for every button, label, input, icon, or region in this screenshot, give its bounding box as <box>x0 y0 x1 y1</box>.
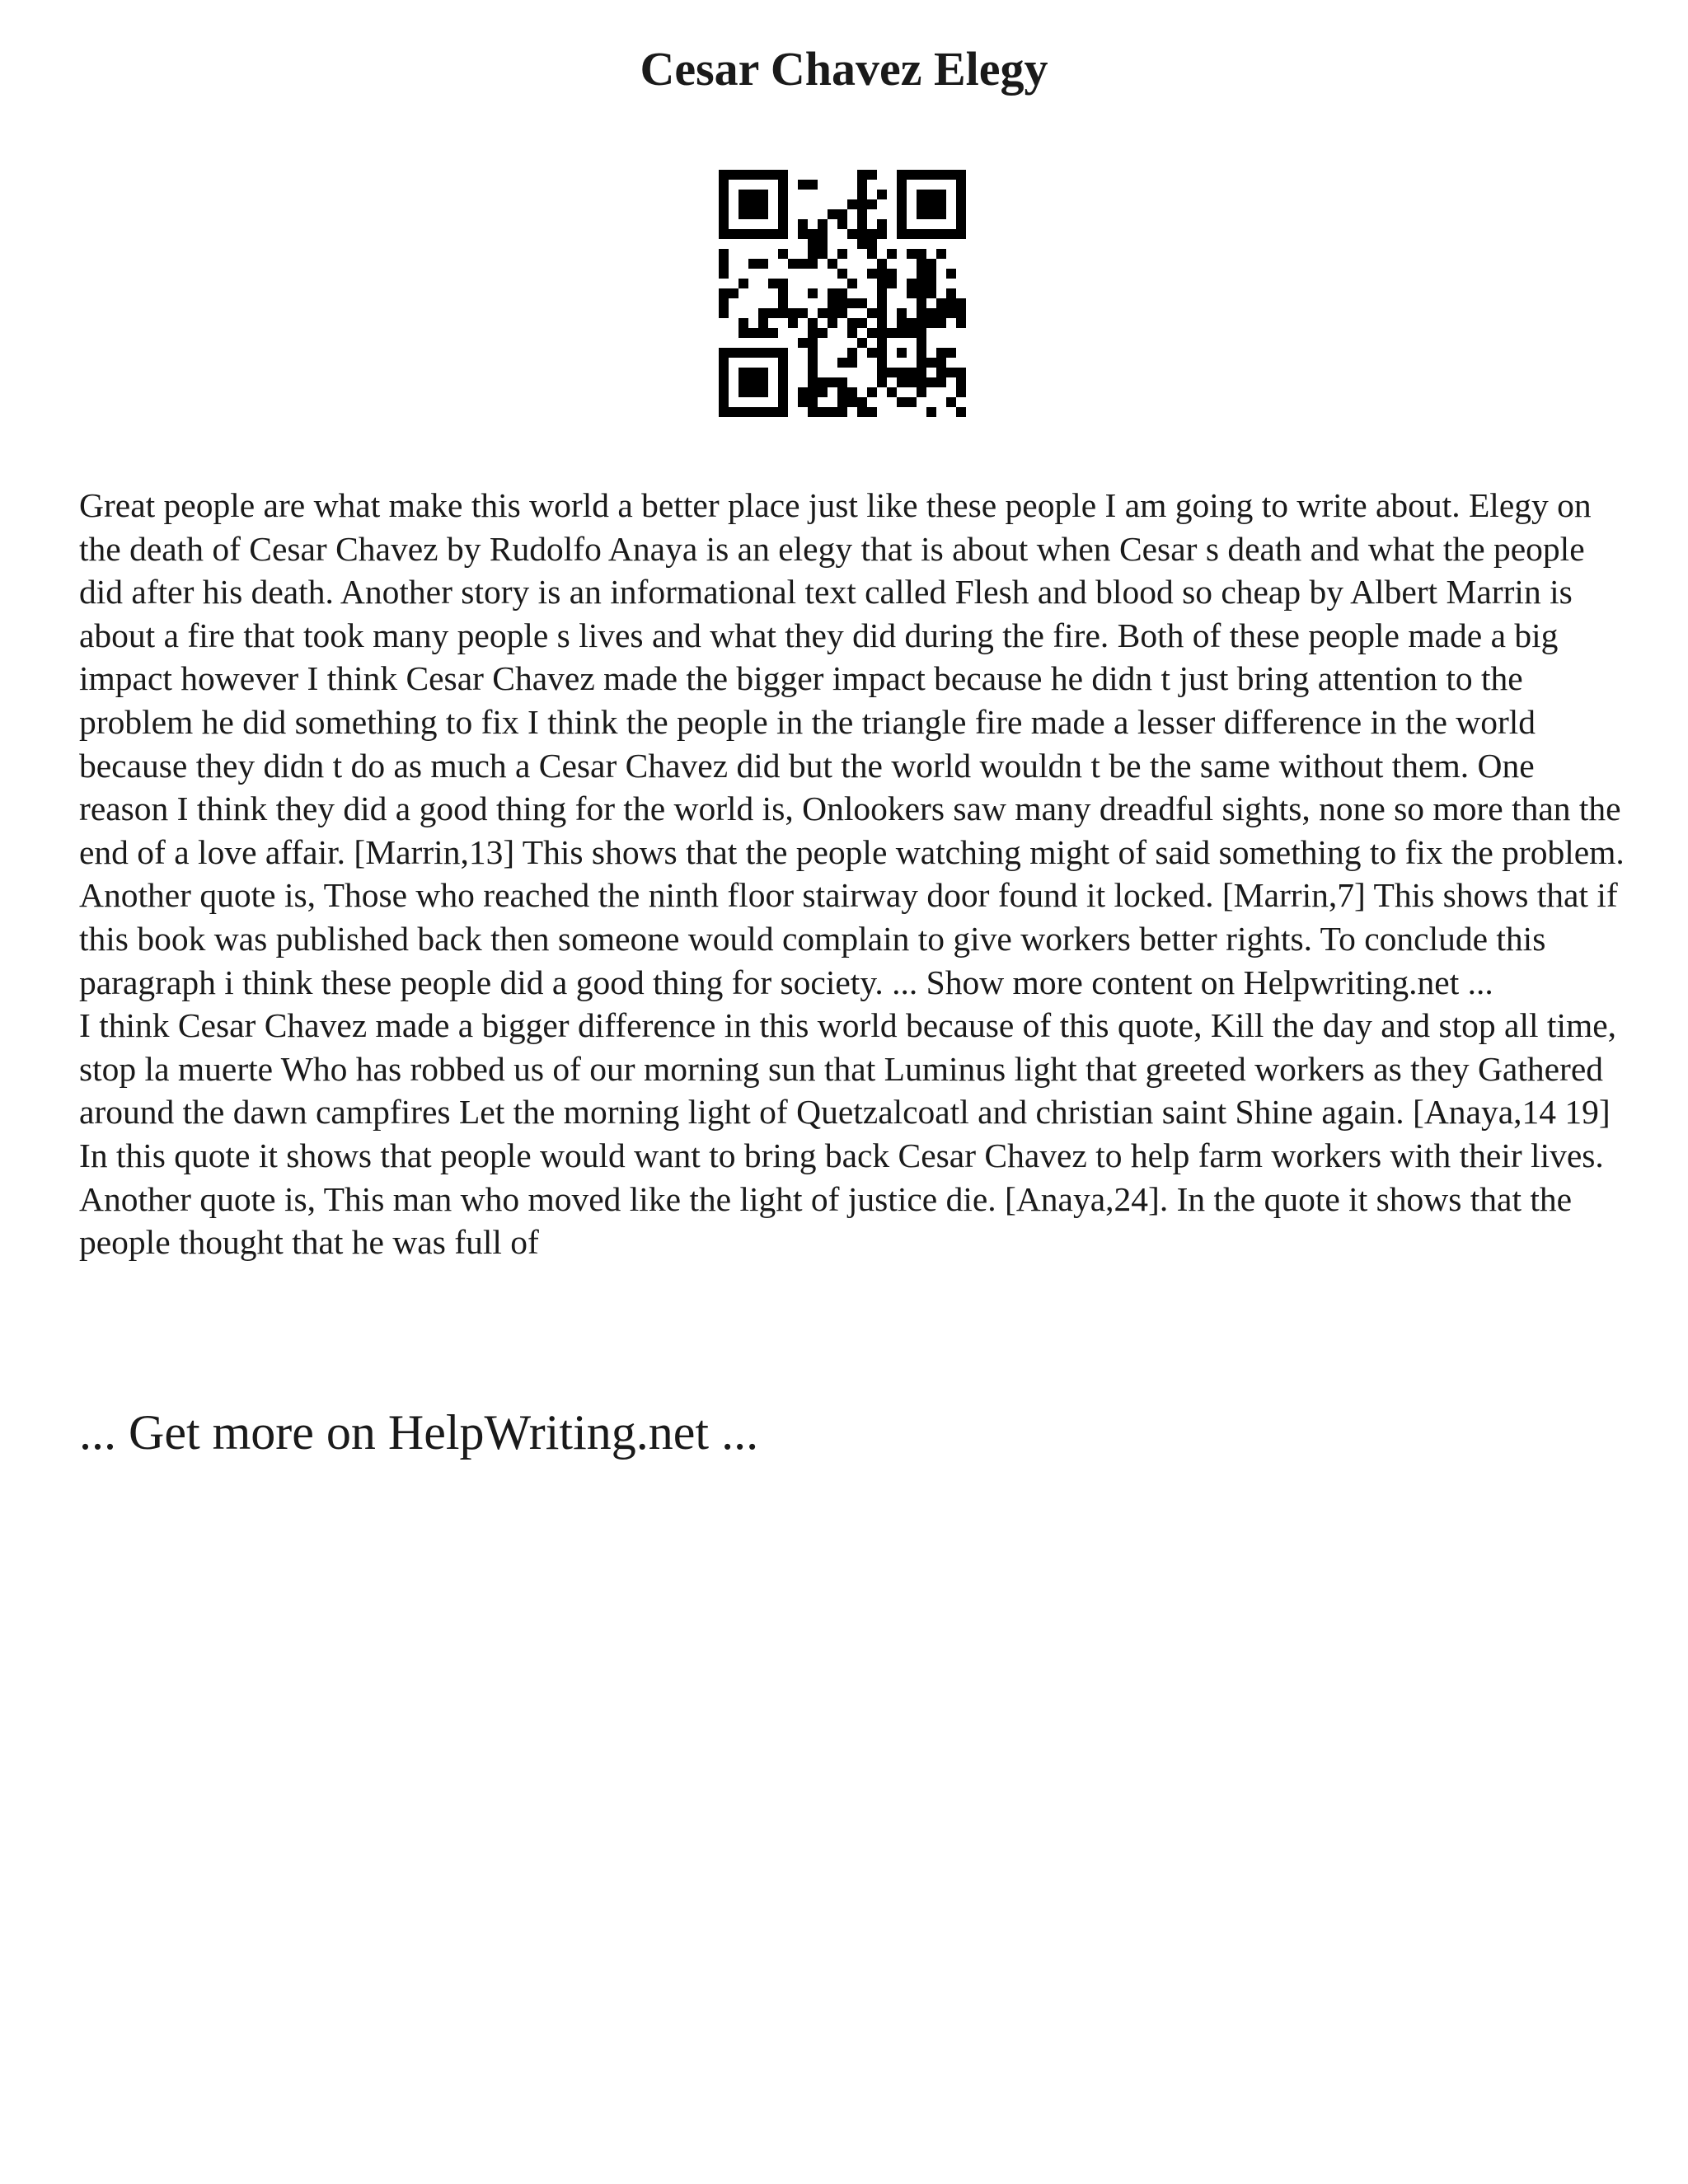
essay-paragraph: Great people are what make this world a better place just like these people I am going to write about. Elegy on the death of Cesar Chavez by Rudolfo Anaya is an elegy that is about when Cesar s death and what the people did after his death. Another story is an informational text called Flesh and blood so cheap by Albert Marrin is about a fire that took many people s lives and what they did during the fire. Both of these people made a big impact however I think Cesar Chavez made the bigger impact because he didn t just bring attention to the problem he did something to fix I think the people in the triangle fire made a lesser difference in the world because they didn t do as much a Cesar Chavez did but the world wouldn t be the same without them. One reason I think they did a good thing for the world is, Onlookers saw many dreadful sights, none so more than the end of a love affair. [Marrin,13] This shows that the people watching might of said something to fix the problem. Another quote is, Those who reached the ninth floor stairway door found it locked. [Marrin,7] This shows that if this book was published back then someone would complain to give workers better rights. To conclude this paragraph i think these people did a good thing for society. ... Show more content on Helpwriting.net ... <box>79 486 1625 1001</box>
essay-body <box>79 484 1629 1264</box>
get-more-link[interactable]: ... Get more on HelpWriting.net ... <box>79 1405 759 1460</box>
qr-code-icon <box>719 170 966 417</box>
essay-paragraph: I think Cesar Chavez made a bigger difference in this world because of this quote, Kill the day and stop all time, stop la muerte Who has robbed us of our morning sun that Luminus light that greeted workers as they Gathered around the dawn campfires Let the morning light of Quetzalcoatl and christian saint Shine again. [Anaya,14 19] In this quote it shows that people would want to bring back Cesar Chavez to help farm workers with their lives. Another quote is, This man who moved like the light of justice die. [Anaya,24]. In the quote it shows that the people thought that he was full of <box>79 1006 1617 1262</box>
document-title: Cesar Chavez Elegy <box>640 42 1048 96</box>
